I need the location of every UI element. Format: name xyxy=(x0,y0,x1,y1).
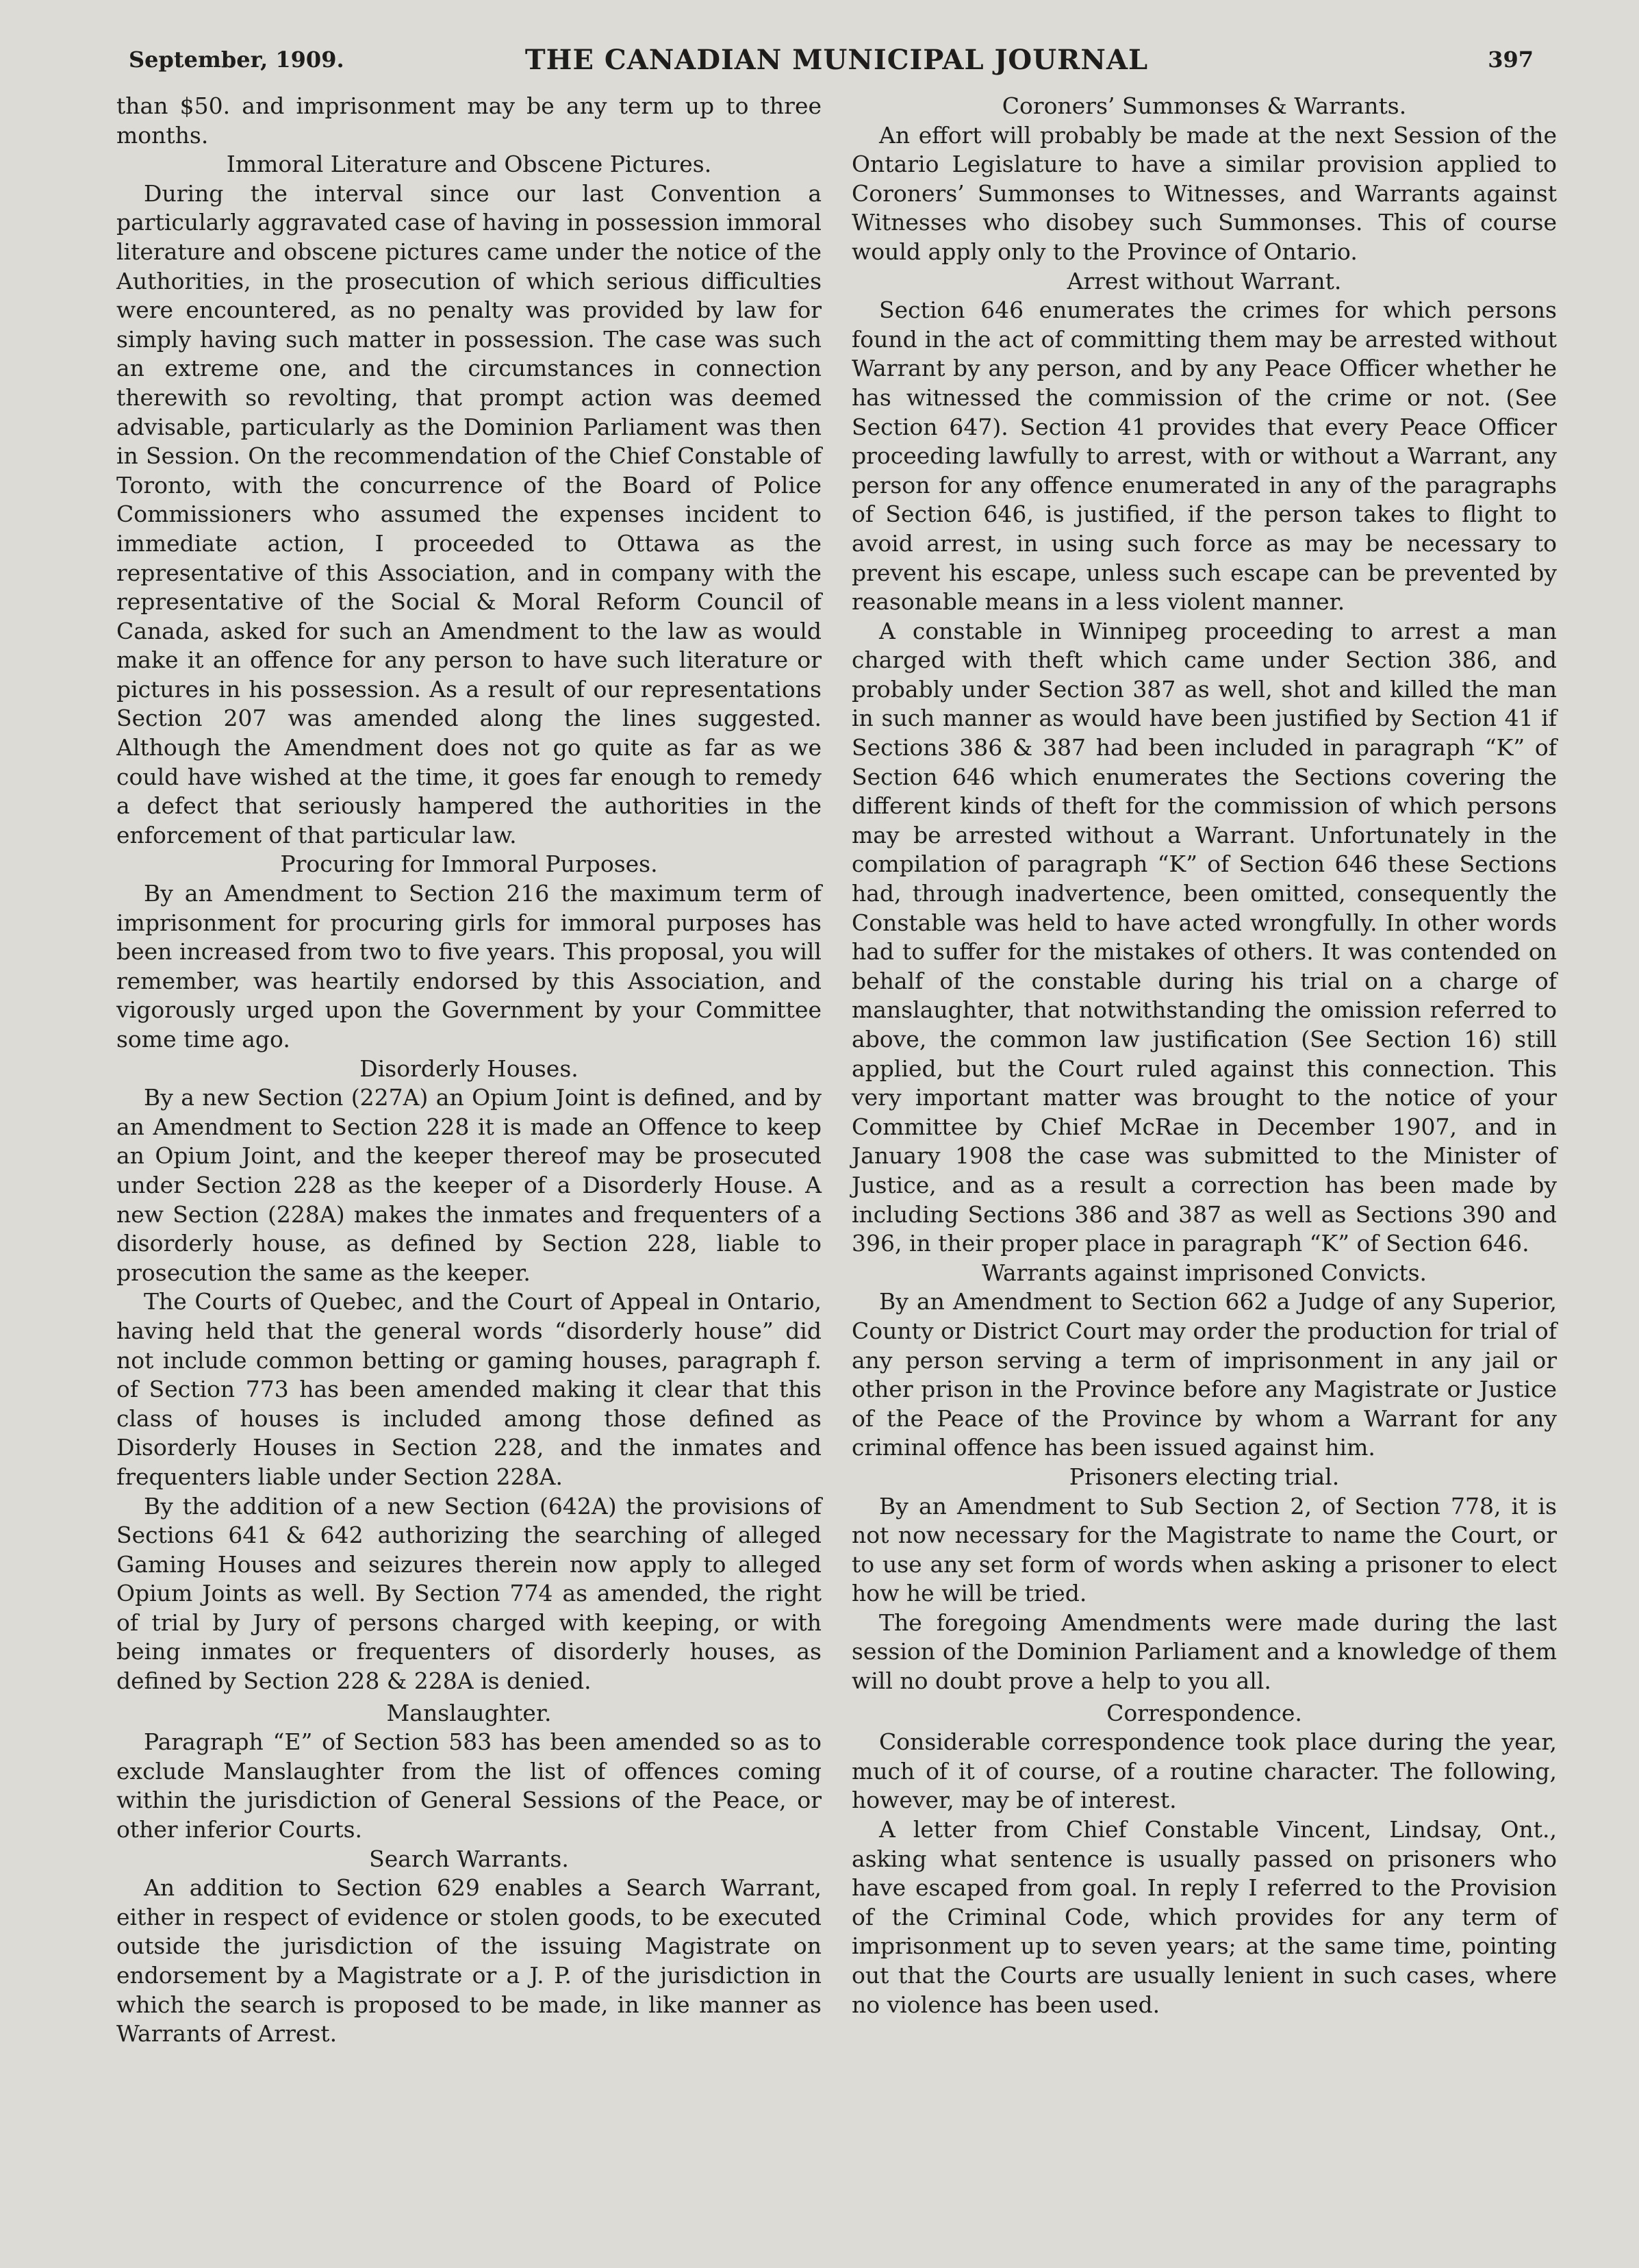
paragraph: An effort will probably be made at the next Session of the Ontario Legislature to have a similar provision applied to Coroners’ Summonses to Witnesses, and Warrants against Witnesses who disobey such Summonses. This of course would apply only to the Province of Ontario. xyxy=(852,121,1557,265)
right-column xyxy=(852,92,1557,2049)
paragraph: The foregoing Amendments were made during the last session of the Dominion Parliament and a knowledge of them will no doubt prove a help to you all. xyxy=(852,1609,1557,1695)
section-heading: Immoral Literature and Obscene Pictures. xyxy=(226,151,712,178)
paragraph: than $50. and imprisonment may be any term up to three months. xyxy=(116,92,822,149)
paragraph: By an Amendment to Section 216 the maximum term of imprisonment for procuring girls for immoral purposes has been increased from two to five years. This proposal, you will remember, was heartily endorsed by this Association, and vigorously urged upon the Government by your Committee some time ago. xyxy=(116,880,822,1053)
section-heading: Procuring for Immoral Purposes. xyxy=(280,850,658,878)
page-header xyxy=(116,33,1557,81)
page-number: 397 xyxy=(1488,47,1534,73)
paragraph: Paragraph “E” of Section 583 has been amended so as to exclude Manslaughter from the list of offences coming within the jurisdiction of General Sessions of the Peace, or other inferior Courts. xyxy=(116,1728,822,1843)
left-column xyxy=(116,92,822,2049)
paragraph: Considerable correspondence took place during the year, much of it of course, of a routine character. The following, however, may be of interest. xyxy=(852,1728,1557,1814)
paragraph: A constable in Winnipeg proceeding to arrest a man charged with theft which came under Section 386, and probably under Section 387 as well, shot and killed the man in such manner as would have been justified by Section 41 if Sections 386 & 387 had been included in paragraph “K” of Section 646 which enumerates the Sections covering the different kinds of theft for the commission of which persons may be arrested without a Warrant. Unfortunately in the compilation of paragraph “K” of Section 646 these Sections had, through inadvertence, been omitted, consequently the Constable was held to have acted wrongfully. In other words had to suffer for the mistakes of others. It was contended on behalf of the constable during his trial on a charge of manslaughter, that notwithstanding the omission referred to above, the common law justification (See Section 16) still applied, but the Court ruled against this connection. This very important matter was brought to the notice of your Committee by Chief McRae in December 1907, and in January 1908 the case was submitted to the Minister of Justice, and as a result a correction has been made by including Sections 386 and 387 as well as Sections 390 and 396, in their proper place in paragraph “K” of Section 646. xyxy=(852,617,1557,1257)
paragraph: A letter from Chief Constable Vincent, Lindsay, Ont., asking what sentence is usually passed on prisoners who have escaped from goal. In reply I referred to the Provision of the Criminal Code, which provides for any term of imprisonment up to seven years; at the same time, pointing out that the Courts are usually lenient in such cases, where no violence has been used. xyxy=(852,1816,1557,2018)
section-heading: Manslaughter. xyxy=(386,1699,552,1726)
paragraph: Section 646 enumerates the crimes for which persons found in the act of committing them may be arrested without Warrant by any person, and by any Peace Officer whether he has witnessed the commission of the crime or not. (See Section 647). Section 41 provides that every Peace Officer proceeding lawfully to arrest, with or without a Warrant, any person for any offence enumerated in any of the paragraphs of Section 646, is justified, if the person takes to flight to avoid arrest, in using such force as may be necessary to prevent his escape, unless such escape can be prevented by reasonable means in a less violent manner. xyxy=(852,297,1557,616)
paragraph: The Courts of Quebec, and the Court of Appeal in Ontario, having held that the general words “disorderly house” did not include common betting or gaming houses, paragraph f. of Section 773 has been amended making it clear that this class of houses is included among those defined as Disorderly Houses in Section 228, and the inmates and frequenters liable under Section 228A. xyxy=(116,1288,822,1490)
section-heading: Disorderly Houses. xyxy=(359,1055,579,1082)
article-columns xyxy=(116,92,1557,2049)
journal-title: THE CANADIAN MUNICIPAL JOURNAL xyxy=(524,44,1149,76)
paragraph: By an Amendment to Sub Section 2, of Section 778, it is not now necessary for the Magistrate to name the Court, or to use any set form of words when asking a prisoner to elect how he will be tried. xyxy=(852,1492,1557,1607)
paragraph: During the interval since our last Convention a particularly aggravated case of having in possession immoral literature and obscene pictures came under the notice of the Authorities, in the prosecution of which serious difficulties were encountered, as no penalty was provided by law for simply having such matter in possession. The case was such an extreme one, and the circumstances in connection therewith so revolting, that prompt action was deemed advisable, particularly as the Dominion Parliament was then in Session. On the recommendation of the Chief Constable of Toronto, with the concurrence of the Board of Police Commissioners who assumed the expenses incident to immediate action, I proceeded to Ottawa as the representative of this Association, and in company with the representative of the Social & Moral Reform Council of Canada, asked for such an Amendment to the law as would make it an offence for any person to have such literature or pictures in his possession. As a result of our representations Section 207 was amended along the lines suggested. Although the Amendment does not go quite as far as we could have wished at the time, it goes far enough to remedy a defect that seriously hampered the authorities in the enforcement of that particular law. xyxy=(116,179,822,848)
paragraph: By an Amendment to Section 662 a Judge of any Superior, County or District Court may order the production for trial of any person serving a term of imprisonment in any jail or other prison in the Province before any Magistrate or Justice of the Peace of the Province by whom a Warrant for any criminal offence has been issued against him. xyxy=(852,1288,1557,1461)
section-heading: Correspondence. xyxy=(1106,1699,1302,1726)
paragraph: By the addition of a new Section (642A) the provisions of Sections 641 & 642 authorizing the searching of alleged Gaming Houses and seizures therein now apply to alleged Opium Joints as well. By Section 774 as amended, the right of trial by Jury of persons charged with keeping, or with being inmates or frequenters of disorderly houses, as defined by Section 228 & 228A is denied. xyxy=(116,1492,822,1695)
section-heading: Arrest without Warrant. xyxy=(1067,267,1342,294)
section-heading: Coroners’ Summonses & Warrants. xyxy=(1002,92,1407,119)
section-heading: Prisoners electing trial. xyxy=(1069,1463,1340,1490)
paragraph: By a new Section (227A) an Opium Joint is defined, and by an Amendment to Section 228 it is made an Offence to keep an Opium Joint, and the keeper thereof may be prosecuted under Section 228 as the keeper of a Disorderly House. A new Section (228A) makes the inmates and frequenters of a disorderly house, as defined by Section 228, liable to prosecution the same as the keeper. xyxy=(116,1084,822,1286)
paragraph: An addition to Section 629 enables a Search Warrant, either in respect of evidence or stolen goods, to be executed outside the jurisdiction of the issuing Magistrate on endorsement by a Magistrate or a J. P. of the jurisdiction in which the search is proposed to be made, in like manner as Warrants of Arrest. xyxy=(116,1874,822,2048)
section-heading: Search Warrants. xyxy=(369,1845,569,1872)
issue-date: September, 1909. xyxy=(129,47,344,73)
section-heading: Warrants against imprisoned Convicts. xyxy=(981,1259,1427,1286)
